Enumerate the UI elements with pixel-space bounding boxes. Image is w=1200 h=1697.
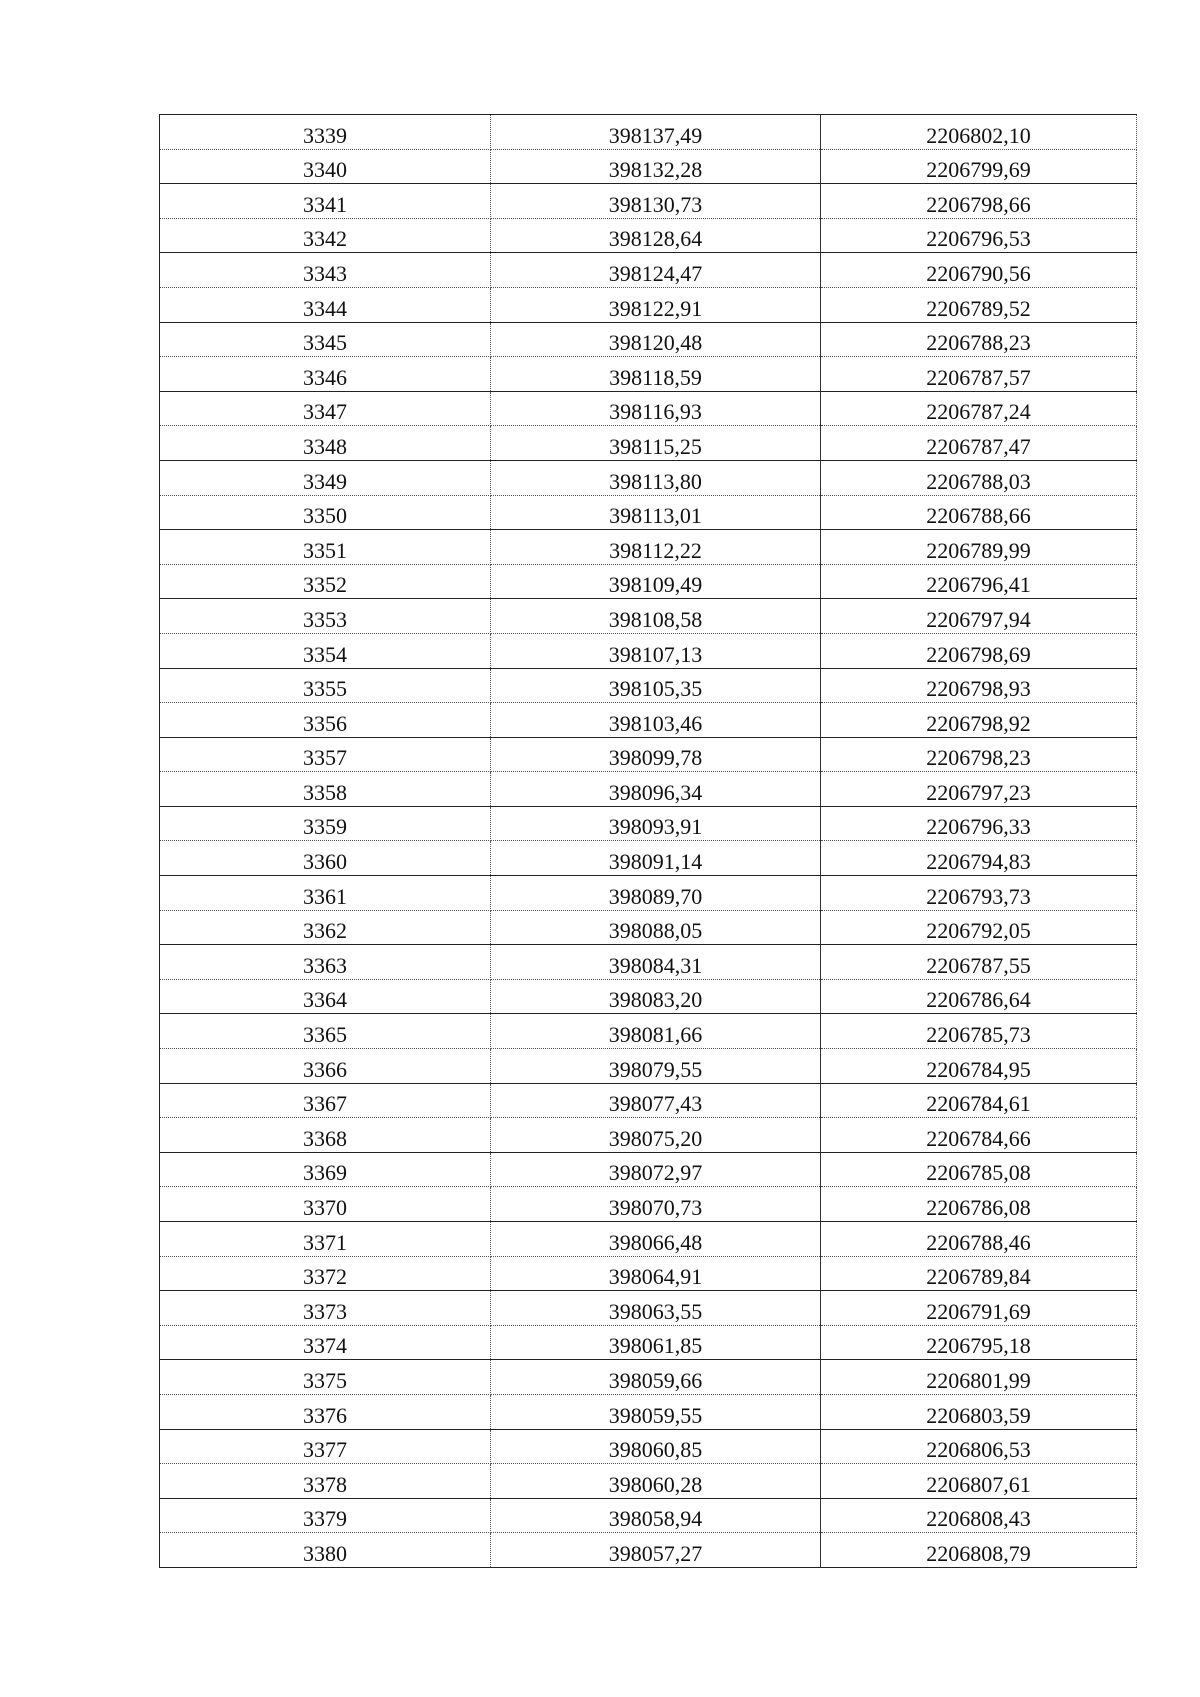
x-coordinate-cell: 398077,43	[491, 1083, 821, 1118]
point-number-cell: 3368	[160, 1118, 491, 1153]
y-coordinate-cell: 2206789,99	[821, 530, 1137, 565]
table-row	[160, 1394, 1137, 1429]
point-number-cell: 3355	[160, 668, 491, 703]
y-coordinate-cell: 2206788,23	[821, 322, 1137, 357]
x-coordinate-cell: 398124,47	[491, 253, 821, 288]
point-number-cell: 3352	[160, 564, 491, 599]
table-row	[160, 1222, 1137, 1257]
x-coordinate-cell: 398105,35	[491, 668, 821, 703]
table-row	[160, 979, 1137, 1014]
x-coordinate-cell: 398093,91	[491, 806, 821, 841]
y-coordinate-cell: 2206797,23	[821, 772, 1137, 807]
table-row	[160, 876, 1137, 911]
y-coordinate-cell: 2206798,69	[821, 633, 1137, 668]
y-coordinate-cell: 2206784,66	[821, 1118, 1137, 1153]
table-row	[160, 357, 1137, 392]
table-row	[160, 115, 1137, 150]
table-row	[160, 184, 1137, 219]
y-coordinate-cell: 2206808,79	[821, 1533, 1137, 1568]
x-coordinate-cell: 398064,91	[491, 1256, 821, 1291]
table-row	[160, 322, 1137, 357]
table-row	[160, 253, 1137, 288]
y-coordinate-cell: 2206807,61	[821, 1464, 1137, 1499]
table-row	[160, 495, 1137, 530]
point-number-cell: 3353	[160, 599, 491, 634]
x-coordinate-cell: 398103,46	[491, 703, 821, 738]
table-row	[160, 1325, 1137, 1360]
table-row	[160, 1429, 1137, 1464]
table-row	[160, 1533, 1137, 1568]
point-number-cell: 3360	[160, 841, 491, 876]
point-number-cell: 3367	[160, 1083, 491, 1118]
x-coordinate-cell: 398057,27	[491, 1533, 821, 1568]
table-row	[160, 910, 1137, 945]
x-coordinate-cell: 398096,34	[491, 772, 821, 807]
x-coordinate-cell: 398075,20	[491, 1118, 821, 1153]
x-coordinate-cell: 398081,66	[491, 1014, 821, 1049]
point-number-cell: 3345	[160, 322, 491, 357]
x-coordinate-cell: 398107,13	[491, 633, 821, 668]
x-coordinate-cell: 398091,14	[491, 841, 821, 876]
y-coordinate-cell: 2206784,61	[821, 1083, 1137, 1118]
x-coordinate-cell: 398109,49	[491, 564, 821, 599]
y-coordinate-cell: 2206795,18	[821, 1325, 1137, 1360]
table-row	[160, 737, 1137, 772]
y-coordinate-cell: 2206798,23	[821, 737, 1137, 772]
point-number-cell: 3346	[160, 357, 491, 392]
coordinates-table-body	[160, 115, 1137, 1568]
table-row	[160, 460, 1137, 495]
x-coordinate-cell: 398118,59	[491, 357, 821, 392]
x-coordinate-cell: 398059,66	[491, 1360, 821, 1395]
table-row	[160, 149, 1137, 184]
point-number-cell: 3343	[160, 253, 491, 288]
x-coordinate-cell: 398063,55	[491, 1291, 821, 1326]
point-number-cell: 3374	[160, 1325, 491, 1360]
x-coordinate-cell: 398108,58	[491, 599, 821, 634]
x-coordinate-cell: 398061,85	[491, 1325, 821, 1360]
point-number-cell: 3356	[160, 703, 491, 738]
point-number-cell: 3366	[160, 1049, 491, 1084]
y-coordinate-cell: 2206798,92	[821, 703, 1137, 738]
y-coordinate-cell: 2206798,66	[821, 184, 1137, 219]
y-coordinate-cell: 2206786,08	[821, 1187, 1137, 1222]
x-coordinate-cell: 398070,73	[491, 1187, 821, 1222]
y-coordinate-cell: 2206785,73	[821, 1014, 1137, 1049]
y-coordinate-cell: 2206789,52	[821, 287, 1137, 322]
y-coordinate-cell: 2206787,57	[821, 357, 1137, 392]
y-coordinate-cell: 2206808,43	[821, 1498, 1137, 1533]
y-coordinate-cell: 2206801,99	[821, 1360, 1137, 1395]
point-number-cell: 3342	[160, 218, 491, 253]
table-row	[160, 426, 1137, 461]
point-number-cell: 3365	[160, 1014, 491, 1049]
point-number-cell: 3350	[160, 495, 491, 530]
y-coordinate-cell: 2206793,73	[821, 876, 1137, 911]
y-coordinate-cell: 2206794,83	[821, 841, 1137, 876]
x-coordinate-cell: 398115,25	[491, 426, 821, 461]
table-row	[160, 668, 1137, 703]
point-number-cell: 3357	[160, 737, 491, 772]
point-number-cell: 3377	[160, 1429, 491, 1464]
point-number-cell: 3341	[160, 184, 491, 219]
table-row	[160, 703, 1137, 738]
x-coordinate-cell: 398113,80	[491, 460, 821, 495]
y-coordinate-cell: 2206802,10	[821, 115, 1137, 150]
x-coordinate-cell: 398116,93	[491, 391, 821, 426]
y-coordinate-cell: 2206788,46	[821, 1222, 1137, 1257]
y-coordinate-cell: 2206791,69	[821, 1291, 1137, 1326]
x-coordinate-cell: 398099,78	[491, 737, 821, 772]
point-number-cell: 3371	[160, 1222, 491, 1257]
point-number-cell: 3362	[160, 910, 491, 945]
point-number-cell: 3348	[160, 426, 491, 461]
point-number-cell: 3349	[160, 460, 491, 495]
table-row	[160, 1464, 1137, 1499]
point-number-cell: 3347	[160, 391, 491, 426]
y-coordinate-cell: 2206796,53	[821, 218, 1137, 253]
x-coordinate-cell: 398120,48	[491, 322, 821, 357]
table-row	[160, 530, 1137, 565]
table-row	[160, 1187, 1137, 1222]
y-coordinate-cell: 2206796,33	[821, 806, 1137, 841]
point-number-cell: 3358	[160, 772, 491, 807]
point-number-cell: 3354	[160, 633, 491, 668]
table-row	[160, 564, 1137, 599]
point-number-cell: 3344	[160, 287, 491, 322]
y-coordinate-cell: 2206786,64	[821, 979, 1137, 1014]
x-coordinate-cell: 398122,91	[491, 287, 821, 322]
coordinates-table	[159, 114, 1137, 1568]
table-row	[160, 1256, 1137, 1291]
x-coordinate-cell: 398083,20	[491, 979, 821, 1014]
table-row	[160, 1360, 1137, 1395]
x-coordinate-cell: 398112,22	[491, 530, 821, 565]
x-coordinate-cell: 398088,05	[491, 910, 821, 945]
point-number-cell: 3378	[160, 1464, 491, 1499]
y-coordinate-cell: 2206798,93	[821, 668, 1137, 703]
y-coordinate-cell: 2206803,59	[821, 1394, 1137, 1429]
x-coordinate-cell: 398079,55	[491, 1049, 821, 1084]
point-number-cell: 3379	[160, 1498, 491, 1533]
x-coordinate-cell: 398059,55	[491, 1394, 821, 1429]
x-coordinate-cell: 398058,94	[491, 1498, 821, 1533]
table-row	[160, 1118, 1137, 1153]
y-coordinate-cell: 2206797,94	[821, 599, 1137, 634]
x-coordinate-cell: 398066,48	[491, 1222, 821, 1257]
x-coordinate-cell: 398060,85	[491, 1429, 821, 1464]
point-number-cell: 3340	[160, 149, 491, 184]
table-row	[160, 218, 1137, 253]
point-number-cell: 3373	[160, 1291, 491, 1326]
table-row	[160, 1291, 1137, 1326]
point-number-cell: 3370	[160, 1187, 491, 1222]
point-number-cell: 3376	[160, 1394, 491, 1429]
y-coordinate-cell: 2206790,56	[821, 253, 1137, 288]
y-coordinate-cell: 2206806,53	[821, 1429, 1137, 1464]
point-number-cell: 3339	[160, 115, 491, 150]
point-number-cell: 3369	[160, 1152, 491, 1187]
table-row	[160, 1498, 1137, 1533]
x-coordinate-cell: 398113,01	[491, 495, 821, 530]
table-row	[160, 1152, 1137, 1187]
point-number-cell: 3361	[160, 876, 491, 911]
y-coordinate-cell: 2206787,47	[821, 426, 1137, 461]
y-coordinate-cell: 2206787,55	[821, 945, 1137, 980]
table-row	[160, 599, 1137, 634]
y-coordinate-cell: 2206789,84	[821, 1256, 1137, 1291]
y-coordinate-cell: 2206787,24	[821, 391, 1137, 426]
x-coordinate-cell: 398128,64	[491, 218, 821, 253]
x-coordinate-cell: 398130,73	[491, 184, 821, 219]
y-coordinate-cell: 2206788,03	[821, 460, 1137, 495]
y-coordinate-cell: 2206796,41	[821, 564, 1137, 599]
table-row	[160, 1083, 1137, 1118]
x-coordinate-cell: 398132,28	[491, 149, 821, 184]
table-row	[160, 841, 1137, 876]
table-row	[160, 772, 1137, 807]
y-coordinate-cell: 2206799,69	[821, 149, 1137, 184]
table-row	[160, 1049, 1137, 1084]
point-number-cell: 3351	[160, 530, 491, 565]
table-row	[160, 287, 1137, 322]
point-number-cell: 3359	[160, 806, 491, 841]
y-coordinate-cell: 2206788,66	[821, 495, 1137, 530]
x-coordinate-cell: 398060,28	[491, 1464, 821, 1499]
y-coordinate-cell: 2206792,05	[821, 910, 1137, 945]
point-number-cell: 3372	[160, 1256, 491, 1291]
table-row	[160, 945, 1137, 980]
table-row	[160, 633, 1137, 668]
x-coordinate-cell: 398137,49	[491, 115, 821, 150]
table-row	[160, 1014, 1137, 1049]
point-number-cell: 3380	[160, 1533, 491, 1568]
y-coordinate-cell: 2206784,95	[821, 1049, 1137, 1084]
table-row	[160, 391, 1137, 426]
point-number-cell: 3364	[160, 979, 491, 1014]
x-coordinate-cell: 398072,97	[491, 1152, 821, 1187]
point-number-cell: 3375	[160, 1360, 491, 1395]
table-row	[160, 806, 1137, 841]
point-number-cell: 3363	[160, 945, 491, 980]
x-coordinate-cell: 398084,31	[491, 945, 821, 980]
x-coordinate-cell: 398089,70	[491, 876, 821, 911]
y-coordinate-cell: 2206785,08	[821, 1152, 1137, 1187]
